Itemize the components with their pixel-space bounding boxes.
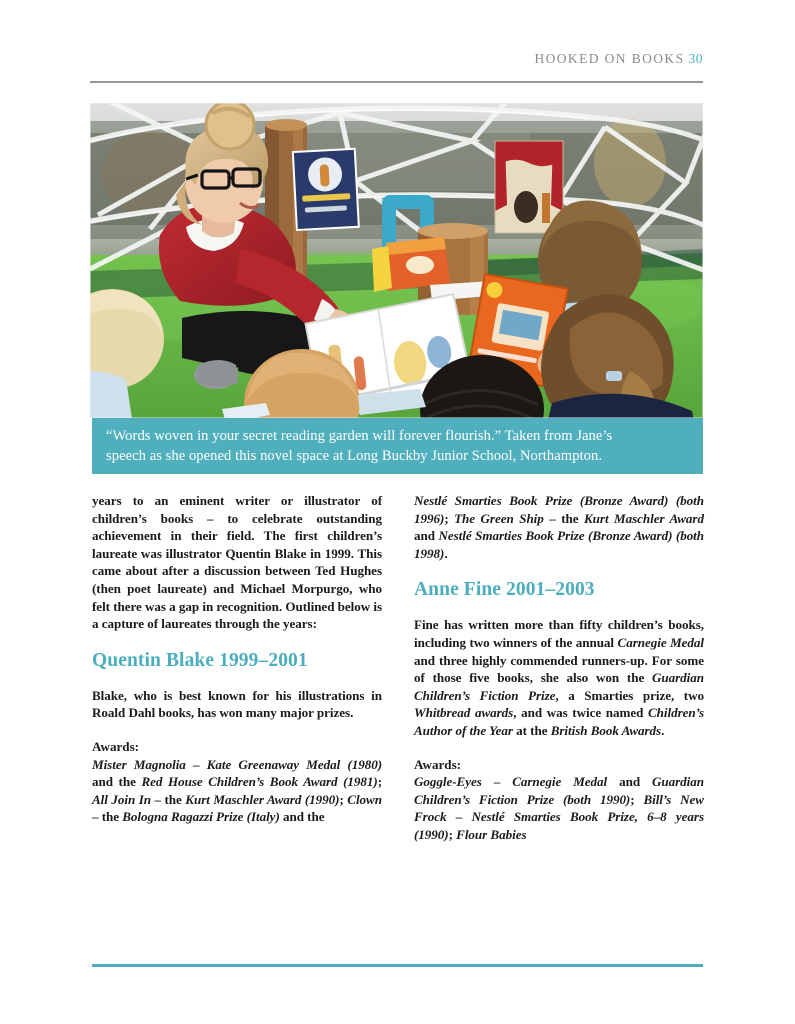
- cont-prize-smarties-1996: Nestlé Smarties Book Prize (Bronze Award) (both 1996): [414, 493, 704, 526]
- award-prize-kate-greenaway: Kate Greenaway Medal (1980): [206, 756, 382, 772]
- award-r-sep-4: –: [446, 809, 472, 825]
- award-title-goggle-eyes: Goggle-Eyes: [414, 774, 482, 790]
- fine-text-4: , and was twice named: [513, 705, 648, 721]
- fine-text-5: at the: [512, 722, 551, 738]
- award-title-mister-magnolia: Mister Magnolia: [92, 756, 186, 772]
- reading-garden-photo: [90, 103, 703, 418]
- award-sep-2: and the: [92, 774, 142, 790]
- award-sep-6: – the: [92, 809, 123, 825]
- cont-prize-kurt-maschler: Kurt Maschler Award: [584, 510, 704, 526]
- cont-sep-2: – the: [543, 510, 584, 526]
- award-prize-kurt-maschler: Kurt Maschler Award (1990): [185, 791, 340, 807]
- fine-text-6: .: [661, 722, 665, 738]
- cont-prize-smarties-1998: Nestlé Smarties Book Prize (Bronze Award) (both 1998): [414, 528, 705, 561]
- fine-text-3: , a Smarties prize, two: [555, 687, 704, 703]
- running-header-title: HOOKED ON BOOKS: [534, 51, 685, 66]
- award-r-sep-5: ;: [448, 826, 457, 842]
- intro-paragraph: years to an eminent writer or illustrator of children’s books – to celebrate outstanding achievement in their field. The first children’s laureate was illustrator Quentin Blake in 1999. This came about after a discussion between Ted Hughes (then poet laureate) and Michael Morpurgo, who felt there was a gap in recognition. Outlined below is a capture of laureates through the years:: [92, 493, 382, 632]
- cont-title-green-ship: The Green Ship: [454, 510, 544, 526]
- running-header: [90, 50, 703, 72]
- caption-line-2: speech as she opened this novel space at Long Buckby Junior School, Northampton.: [106, 447, 603, 464]
- cont-sep-4: .: [444, 545, 448, 561]
- award-r-sep-3: ;: [630, 791, 644, 807]
- awards-continuation: [414, 492, 704, 562]
- blake-paragraph: Blake, who is best known for his illustrations in Roald Dahl books, has won many major prizes.: [92, 687, 382, 721]
- fine-italic-author-of-year: Children’s Author of the Year: [414, 705, 704, 738]
- fine-italic-whitbread: Whitbread awards: [414, 705, 514, 721]
- awards-list-right: [414, 773, 704, 843]
- heading-anne-fine: Anne Fine 2001–2003: [414, 579, 595, 601]
- cont-sep-1: ;: [444, 510, 455, 526]
- fine-paragraph: [414, 616, 704, 739]
- award-r-sep-2: and: [607, 774, 652, 790]
- award-title-clown: Clown: [347, 791, 382, 807]
- left-column: [92, 492, 382, 826]
- caption-line-1: “Words woven in your secret reading garden will forever flourish.” Taken from Jane’s: [106, 428, 613, 444]
- photo-caption: [92, 418, 703, 474]
- awards-list-left: [92, 756, 382, 826]
- award-prize-red-house: Red House Children’s Book Award (1981): [141, 774, 378, 790]
- award-prize-smarties-6-8: Nestlé Smarties Book Prize, 6–8 years (1990): [414, 809, 704, 842]
- award-sep-5: ;: [339, 791, 348, 807]
- heading-quentin-blake: Quentin Blake 1999–2001: [92, 649, 308, 671]
- award-sep-7: and the: [279, 809, 325, 825]
- fine-italic-carnegie: Carnegie Medal: [617, 634, 705, 650]
- award-prize-guardian-1990: Guardian Children’s Fiction Prize (both 1990): [414, 774, 704, 807]
- right-column: [414, 492, 704, 844]
- fine-italic-guardian: Guardian Children’s Fiction Prize: [414, 670, 704, 703]
- award-sep-1: –: [185, 756, 207, 772]
- award-title-all-join-in: All Join In: [92, 791, 151, 807]
- photo-illustration: [90, 103, 703, 418]
- award-title-bills-new-frock: Bill’s New Frock: [414, 791, 704, 825]
- fine-text-2: and three highly commended runners-up. For some of those five books, she also won the: [414, 652, 704, 686]
- page-number: 30: [688, 51, 703, 66]
- header-divider: [90, 81, 703, 83]
- award-prize-carnegie: Carnegie Medal: [512, 774, 608, 790]
- footer-divider: [92, 964, 703, 967]
- fine-italic-british-book-awards: British Book Awards: [550, 722, 662, 738]
- fine-text-1: Fine has written more than fifty children’s books, including two winners of the annual: [414, 617, 704, 650]
- cont-sep-3: and: [414, 528, 439, 544]
- award-sep-4: – the: [150, 791, 186, 807]
- award-r-sep-1: –: [481, 774, 513, 790]
- award-sep-3: ;: [377, 774, 382, 790]
- award-title-flour-babies: Flour Babies: [456, 826, 527, 842]
- awards-label-right: Awards:: [414, 756, 462, 772]
- award-prize-bologna-ragazzi: Bologna Ragazzi Prize (Italy): [122, 809, 280, 825]
- awards-label-left: Awards:: [92, 738, 140, 754]
